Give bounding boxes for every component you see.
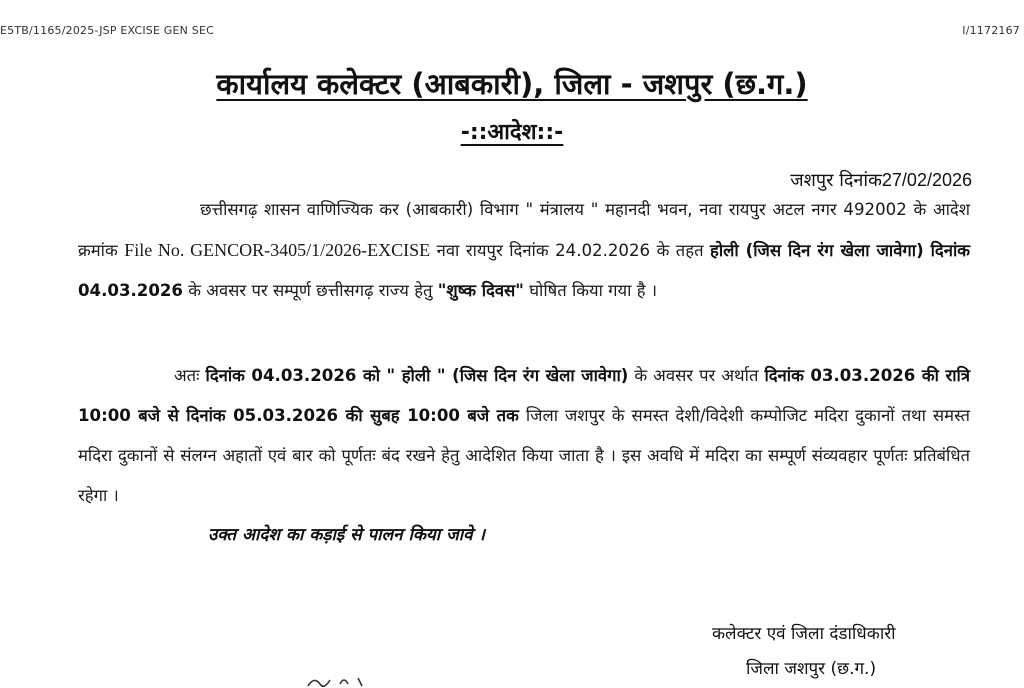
paragraph-closure-order	[78, 356, 970, 516]
closure-period-phrase: दिनांक 03.03.2026 की रात्रि 10:00 बजे से दिनांक 05.03.2026 की सुबह 10:00 बजे तक	[78, 366, 971, 425]
para2-text-3: जिला जशपुर के समस्त देशी/विदेशी कम्पोजिट मदिरा दुकानों तथा समस्त मदिरा दुकानों से संलग्न अहातों एवं बार को पूर्णतः बंद रखने हेतु आदेशित किया जाता है । इस अवधि में मदिरा का सम्पूर्ण संव्यवहार पूर्णतः प्रतिबंधित रहेगा ।	[78, 406, 970, 505]
para1-text-2: नवा रायपुर दिनांक 24.02.2026 के तहत	[430, 241, 711, 260]
dry-day-phrase: "शुष्क दिवस"	[437, 281, 524, 300]
office-title: कार्यालय कलेक्टर (आबकारी), जिला - जशपुर (छ.ग.)	[216, 67, 808, 101]
order-heading: -::आदेश::-	[460, 120, 564, 145]
paragraph-dry-day-declaration	[78, 190, 970, 311]
file-number: File No. GENCOR-3405/1/2026-EXCISE	[124, 240, 431, 260]
para1-text-1: छत्तीसगढ़ शासन वाणिज्यिक कर (आबकारी) विभाग " मंत्रालय " महानदी भवन, नवा रायपुर अटल नगर 492002 के आदेश क्रमांक	[78, 200, 970, 260]
holi-day-phrase: दिनांक 04.03.2026 को " होली " (जिस दिन रंग खेला जावेगा)	[205, 366, 629, 385]
holi-date-phrase: होली (जिस दिन रंग खेला जावेगा) दिनांक 04.03.2026	[78, 241, 970, 300]
para2-text-1: अतः	[174, 366, 206, 385]
para1-text-3: के अवसर पर सम्पूर्ण छत्तीसगढ़ राज्य हेतु	[182, 281, 438, 300]
signatory-district: जिला जशपुर (छ.ग.)	[746, 659, 877, 679]
compliance-note: उक्त आदेश का कड़ाई से पालन किया जावे ।	[208, 525, 485, 545]
order-date: 27/02/2026	[881, 170, 972, 190]
date-line	[790, 168, 972, 192]
reference-number-left: E5TB/1165/2025-JSP EXCISE GEN SEC	[0, 24, 215, 37]
date-prefix: जशपुर दिनांक	[790, 170, 882, 191]
signatory-designation: कलेक्टर एवं जिला दंडाधिकारी	[712, 624, 896, 644]
para1-text-4: घोषित किया गया है ।	[523, 281, 658, 300]
reference-number-right: I/1172167	[962, 24, 1020, 37]
para2-text-2: के अवसर पर अर्थात	[628, 366, 765, 385]
